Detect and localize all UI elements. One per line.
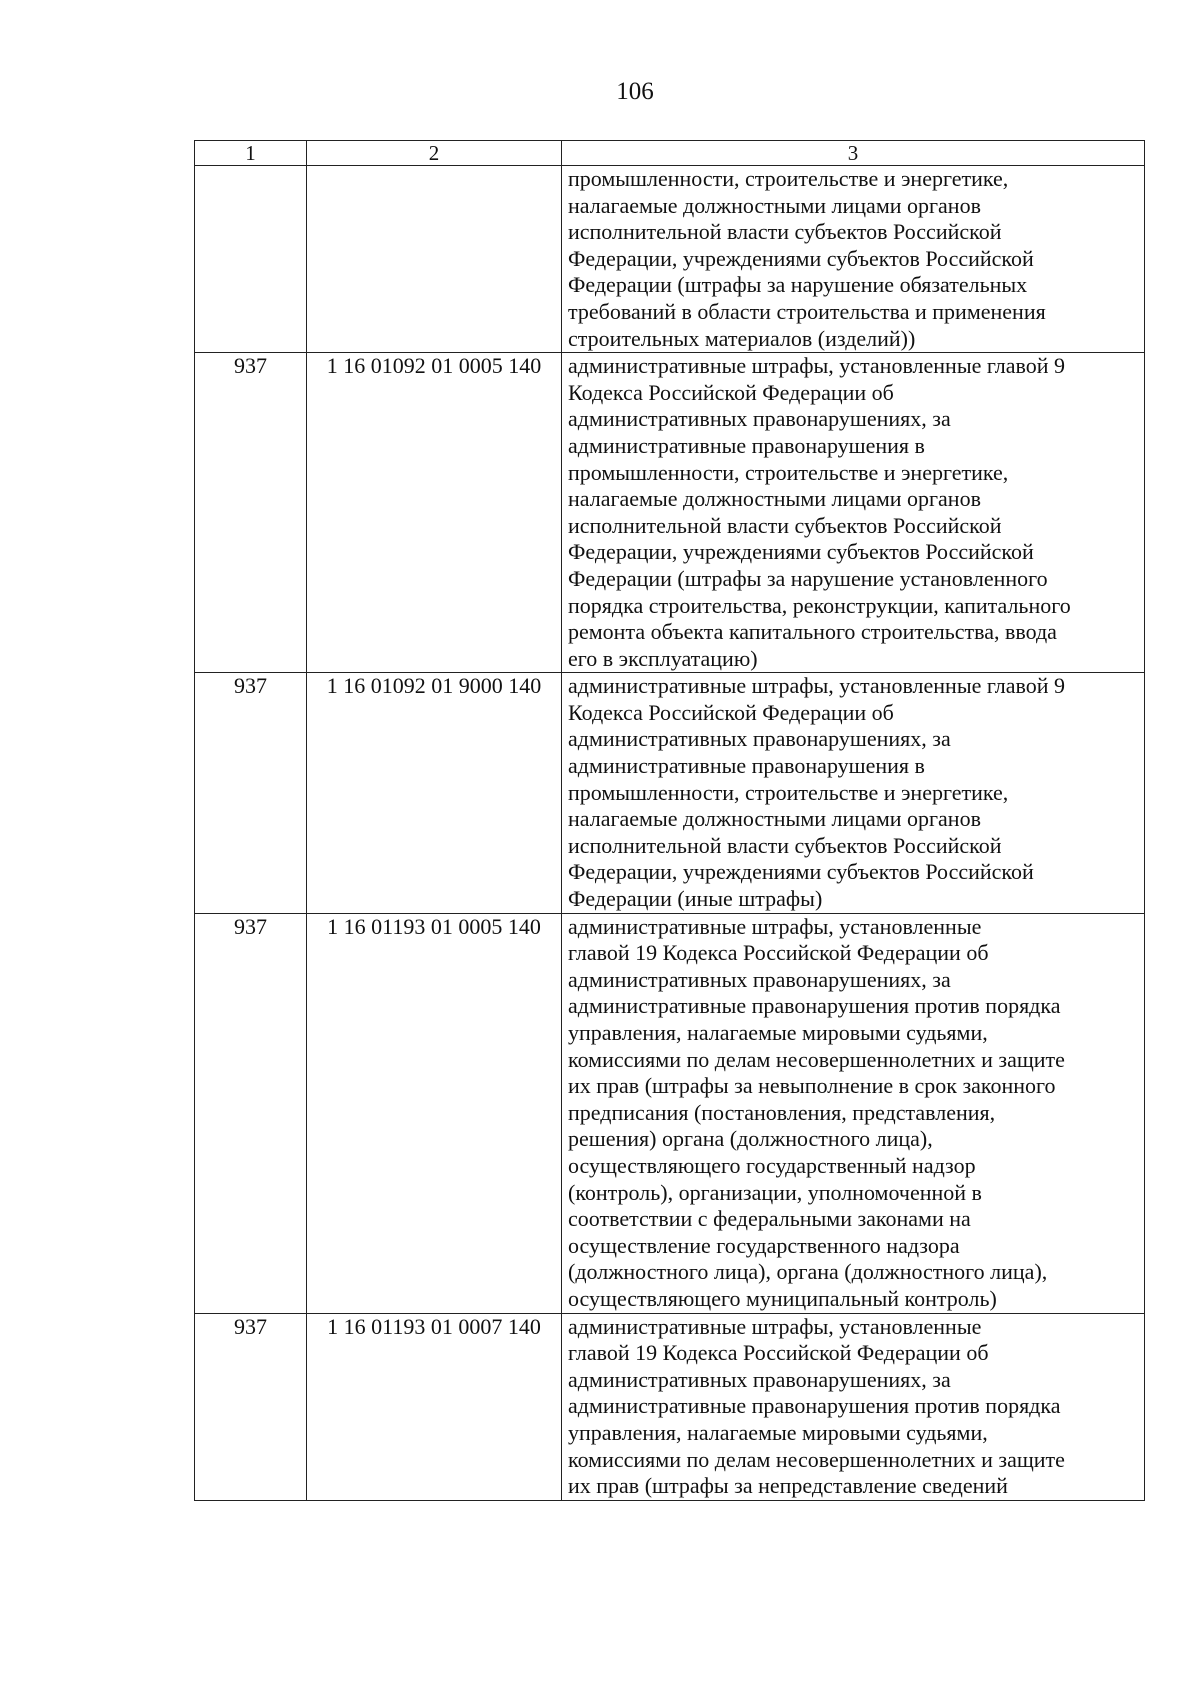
description-line: главой 19 Кодекса Российской Федерации об — [568, 1340, 989, 1366]
admin-code-cell: 937 — [195, 1313, 307, 1500]
description-line: административных правонарушениях, за — [568, 966, 951, 992]
description-line: Кодекса Российской Федерации об — [568, 379, 894, 405]
description-line: комиссиями по делам несовершеннолетних и защите — [568, 1446, 1065, 1472]
description-line: административные штрафы, установленные — [568, 913, 982, 939]
description-line: предписания (постановления, представления, — [568, 1099, 996, 1125]
budget-code-cell: 1 16 01193 01 0007 140 — [307, 1313, 562, 1500]
description-line: Федерации, учреждениями субъектов Российской — [568, 245, 1034, 271]
description-line: административных правонарушениях, за — [568, 406, 951, 432]
description-line: налагаемые должностными лицами органов — [568, 806, 981, 832]
description-line: главой 19 Кодекса Российской Федерации об — [568, 940, 989, 966]
description-line: соответствии с федеральными законами на — [568, 1206, 971, 1232]
description-line: Федерации, учреждениями субъектов Российской — [568, 539, 1034, 565]
admin-code-cell: 937 — [195, 913, 307, 1313]
description-line: ремонта объекта капитального строительства, ввода — [568, 619, 1057, 645]
description-cell — [562, 913, 1145, 1313]
column-header-1: 1 — [195, 141, 307, 166]
description-line: Федерации (штрафы за нарушение обязательных — [568, 272, 1028, 298]
description-line: (контроль), организации, уполномоченной в — [568, 1179, 982, 1205]
description-line: осуществляющего государственный надзор — [568, 1152, 976, 1178]
budget-code-cell — [307, 166, 562, 353]
description-line: административные штрафы, установленные главой 9 — [568, 673, 1066, 699]
description-line: административные правонарушения против порядка — [568, 993, 1061, 1019]
table-row — [195, 673, 1145, 913]
admin-code-cell — [195, 166, 307, 353]
description-line: исполнительной власти субъектов Российской — [568, 219, 1002, 245]
description-line: осуществление государственного надзора — [568, 1232, 960, 1258]
budget-code-cell: 1 16 01092 01 0005 140 — [307, 353, 562, 673]
description-line: административные штрафы, установленные главой 9 — [568, 353, 1066, 379]
description-line: Федерации (иные штрафы) — [568, 886, 823, 912]
page-number: 106 — [616, 78, 654, 105]
table-header-row — [195, 141, 1145, 166]
description-line: Федерации (штрафы за нарушение установленного — [568, 565, 1048, 591]
description-line: налагаемые должностными лицами органов — [568, 486, 981, 512]
description-line: промышленности, строительстве и энергетике, — [568, 459, 1009, 485]
description-line: исполнительной власти субъектов Российской — [568, 832, 1002, 858]
description-line: порядка строительства, реконструкции, капитального — [568, 592, 1071, 618]
description-line: решения) органа (должностного лица), — [568, 1126, 933, 1152]
description-line: их прав (штрафы за непредставление сведений — [568, 1473, 1008, 1499]
description-line: требований в области строительства и применения — [568, 298, 1046, 324]
description-line: управления, налагаемые мировыми судьями, — [568, 1020, 988, 1045]
description-cell — [562, 673, 1145, 913]
description-line: их прав (штрафы за невыполнение в срок законного — [568, 1073, 1056, 1099]
description-line: административные правонарушения в — [568, 753, 925, 779]
budget-code-cell: 1 16 01092 01 9000 140 — [307, 673, 562, 913]
description-cell — [562, 166, 1145, 353]
column-header-2: 2 — [307, 141, 562, 166]
description-cell — [562, 1313, 1145, 1500]
admin-code-cell: 937 — [195, 353, 307, 673]
description-line: административные правонарушения против порядка — [568, 1393, 1061, 1419]
admin-code-cell: 937 — [195, 673, 307, 913]
budget-codes-table — [194, 140, 1145, 1501]
table-row — [195, 1313, 1145, 1500]
description-line: исполнительной власти субъектов Российской — [568, 512, 1002, 538]
description-line: промышленности, строительстве и энергетике, — [568, 779, 1009, 805]
budget-code-cell: 1 16 01193 01 0005 140 — [307, 913, 562, 1313]
description-line: промышленности, строительстве и энергетике, — [568, 166, 1009, 191]
description-line: (должностного лица), органа (должностного лица), — [568, 1259, 1048, 1285]
description-line: административных правонарушениях, за — [568, 1366, 951, 1392]
table-row — [195, 913, 1145, 1313]
table-body — [195, 166, 1145, 1501]
description-line: комиссиями по делам несовершеннолетних и защите — [568, 1046, 1065, 1072]
description-line: строительных материалов (изделий)) — [568, 325, 916, 351]
table-row — [195, 353, 1145, 673]
description-line: Кодекса Российской Федерации об — [568, 699, 894, 725]
description-line: его в эксплуатацию) — [568, 645, 758, 671]
description-line: налагаемые должностными лицами органов — [568, 192, 981, 218]
description-line: административные правонарушения в — [568, 432, 925, 458]
description-line: административных правонарушениях, за — [568, 726, 951, 752]
description-line: административные штрафы, установленные — [568, 1313, 982, 1339]
column-header-3: 3 — [562, 141, 1145, 166]
description-line: Федерации, учреждениями субъектов Российской — [568, 859, 1034, 885]
table-row — [195, 166, 1145, 353]
description-line: управления, налагаемые мировыми судьями, — [568, 1419, 988, 1445]
description-line: осуществляющего муниципальный контроль) — [568, 1285, 997, 1311]
description-cell — [562, 353, 1145, 673]
